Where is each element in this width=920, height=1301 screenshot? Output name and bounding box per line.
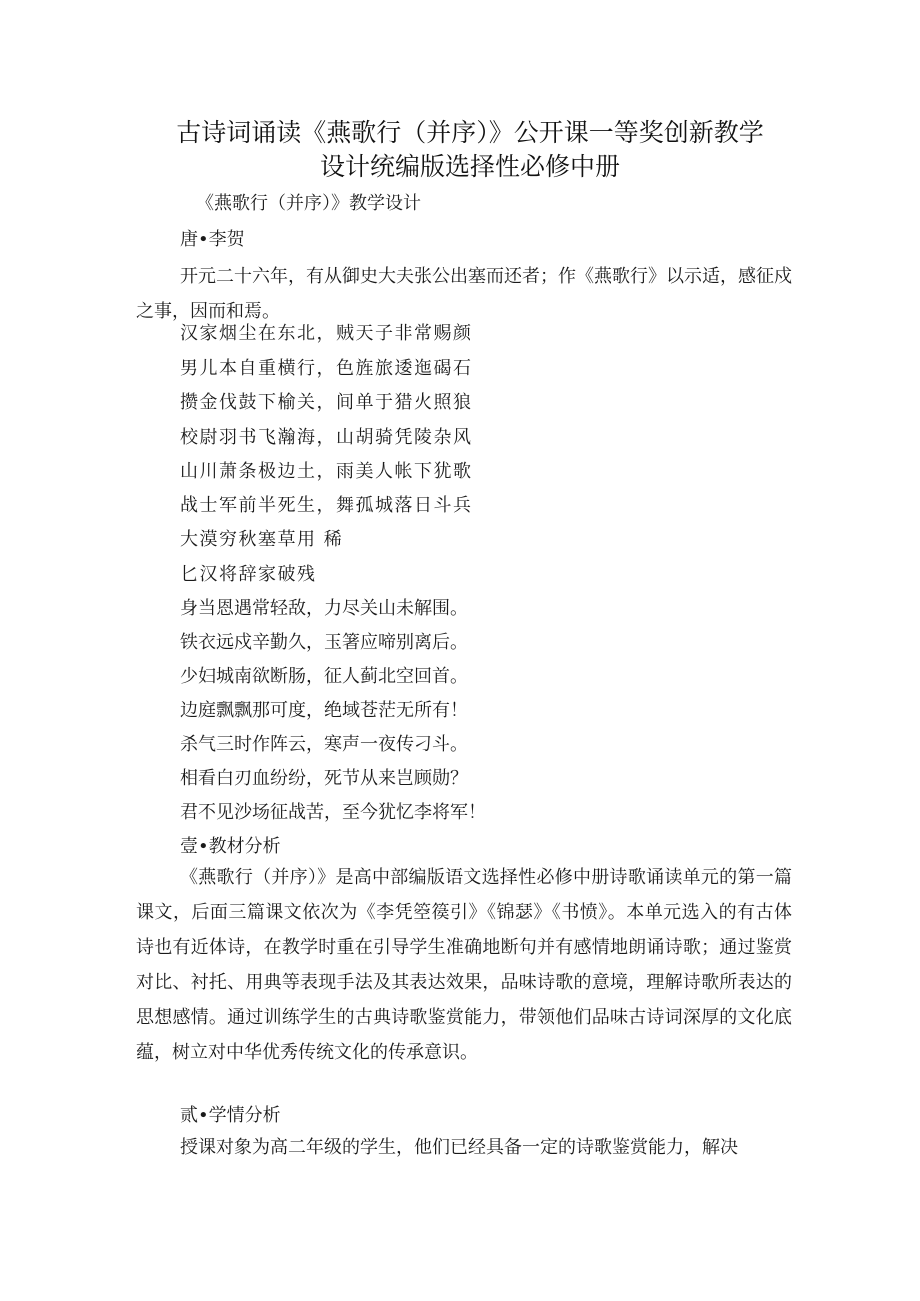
poem-line: 攒金伐鼓下榆关，间单于猎火照狼: [180, 392, 473, 413]
poem-line: 君不见沙场征战苦，至今犹忆李将军！: [180, 802, 486, 823]
document-title-line-1: 古诗词诵读《燕歌行（并序）》公开课一等奖创新教学: [176, 118, 764, 147]
poem-line: 战士军前半死生，舞孤城落日斗兵: [180, 495, 473, 516]
author: 唐•李贺: [180, 229, 245, 250]
section-heading-textbook-analysis: 壹•教材分析: [180, 836, 281, 857]
poem-line: 大漠穷秋塞草用 稀: [180, 529, 344, 550]
poem-line: 校尉羽书飞瀚海，山胡骑凭陵杂风: [180, 427, 473, 448]
poem-line: 男儿本自重横行，色旌旅逶迤碣石: [180, 358, 473, 379]
poem-line: 山川萧条极边土，雨美人帐下犹歌: [180, 461, 473, 482]
poem-line: 杀气三时作阵云，寒声一夜传刁斗。: [180, 734, 468, 755]
poem-line: 少妇城南欲断肠，征人蓟北空回首。: [180, 666, 468, 687]
section-learner-analysis-body: 授课对象为高二年级的学生，他们已经具备一定的诗歌鉴赏能力，解决: [180, 1137, 738, 1158]
poem-line: 边庭飘飘那可度，绝域苍茫无所有！: [180, 700, 468, 721]
poem-line: 汉家烟尘在东北，贼天子非常赐颜: [180, 323, 473, 344]
poem-line: 相看白刃血纷纷，死节从来岂顾勋？: [180, 768, 468, 789]
section-heading-learner-analysis: 贰•学情分析: [180, 1105, 281, 1126]
subtitle: 《燕歌行（并序）》教学设计: [196, 193, 421, 214]
preface: 开元二十六年，有从御史大夫张公出塞而还者；作《燕歌行》以示适，感征戍之事，因而和焉。: [136, 266, 792, 322]
poem-line: 身当恩遇常轻敌，力尽关山未解围。: [180, 598, 468, 619]
document-title-line-2: 设计统编版选择性必修中册: [319, 152, 620, 181]
poem-line: 铁衣远戍辛勤久，玉箸应啼别离后。: [180, 632, 468, 653]
section-textbook-analysis-body: 《燕歌行（并序）》是高中部编版语文选择性必修中册诗歌诵读单元的第一篇课文，后面三篇课文依次为《李凭箜篌引》《锦瑟》《书愤》。本单元选入的有古体诗也有近体诗，在教学时重在引导学生准确地断句并有感情地朗诵诗歌；通过鉴赏对比、衬托、用典等表现手法及其表达效果，品味诗歌的意境，理解诗歌所表达的思想感情。通过训练学生的古典诗歌鉴赏能力，带领他们品味古诗词深厚的文化底蕴，树立对中华优秀传统文化的传承意识。: [136, 867, 792, 1063]
poem-line: 匕汉将辞家破残: [180, 564, 317, 585]
